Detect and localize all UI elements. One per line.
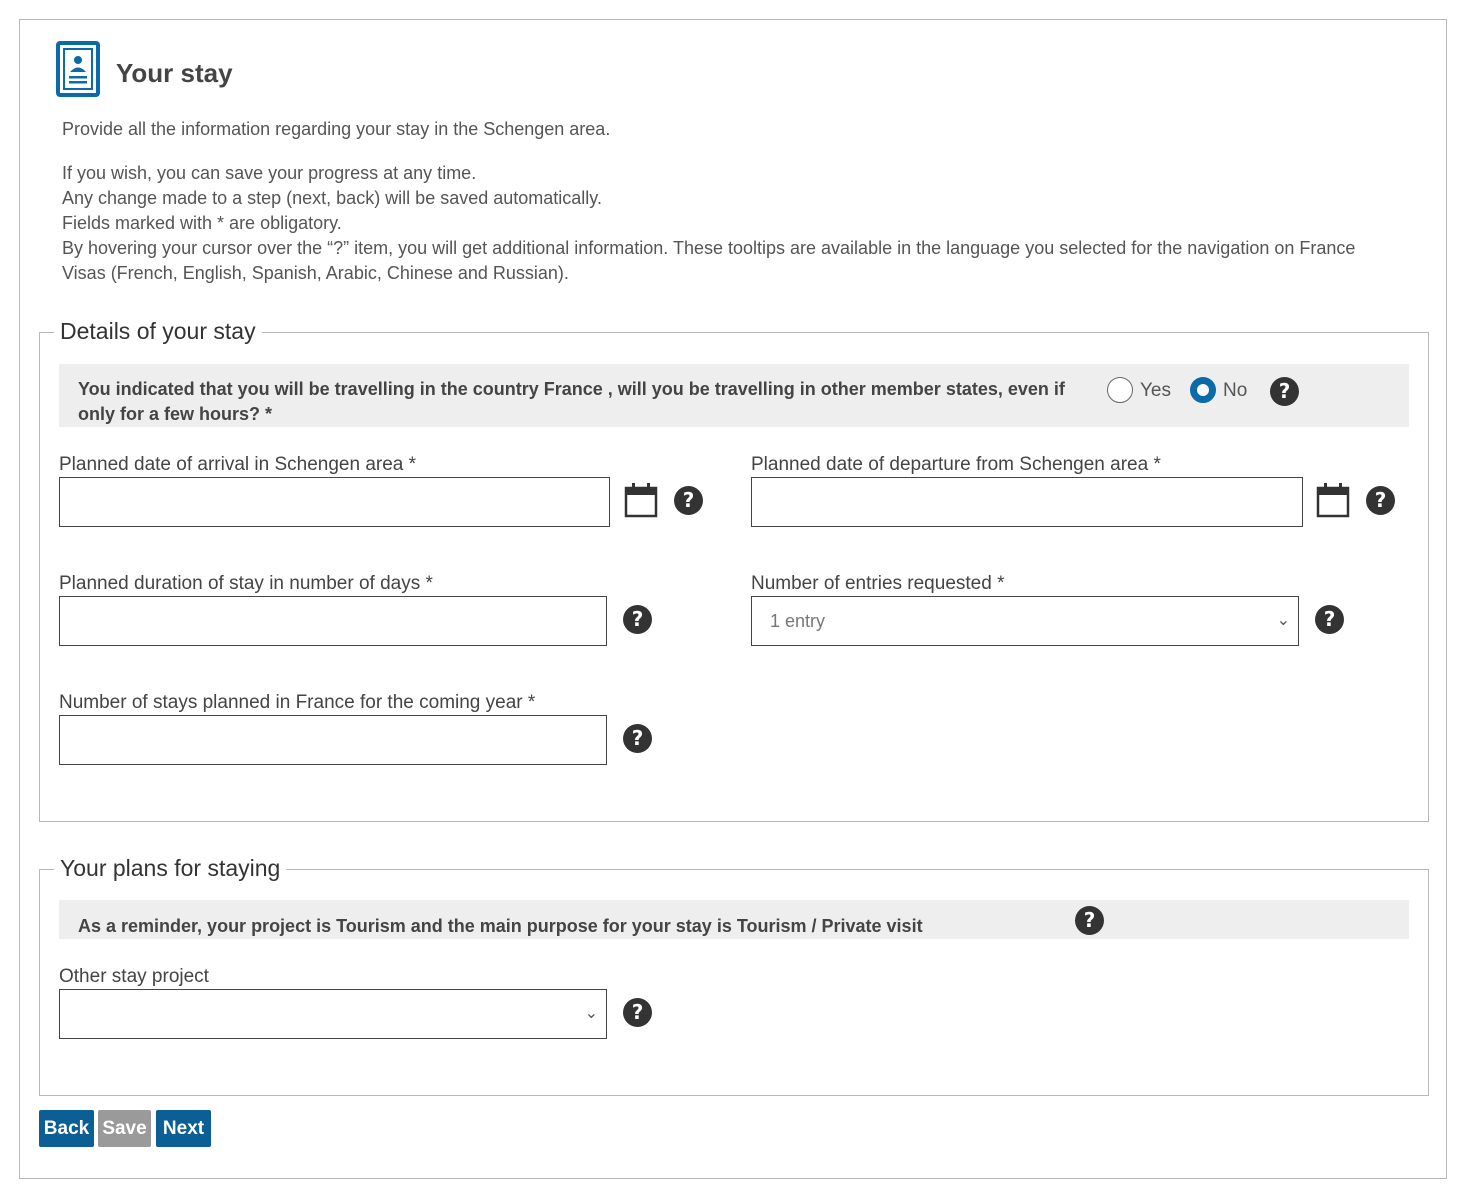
duration-label: Planned duration of stay in number of days * — [59, 573, 433, 594]
radio-no[interactable] — [1190, 377, 1216, 403]
calendar-icon[interactable] — [624, 482, 658, 518]
intro-text: By hovering your cursor over the “?” item, you will get additional information. These tooltips are available in the language you selected for the navigation on France Visas (French, English, Spanish, Arabic, Chinese and Russian). — [62, 238, 1356, 283]
arrival-date-input[interactable] — [59, 477, 610, 527]
duration-input[interactable] — [59, 596, 607, 646]
departure-date-input[interactable] — [751, 477, 1303, 527]
details-legend: Details of your stay — [54, 318, 262, 345]
other-project-label: Other stay project — [59, 966, 209, 987]
member-states-question: You indicated that you will be travelling in the country France , will you be travelling in other member states, even if only for a few hours? * — [78, 379, 1065, 424]
reminder-text: As a reminder, your project is Tourism and the main purpose for your stay is Tourism / Private visit — [78, 916, 923, 936]
chevron-down-icon: ⌄ — [1276, 612, 1290, 629]
page-title: Your stay — [116, 58, 233, 88]
intro-text: If you wish, you can save your progress at any time. — [62, 163, 477, 183]
help-icon[interactable]: ? — [623, 724, 652, 753]
help-icon[interactable]: ? — [623, 605, 652, 634]
radio-no-label[interactable]: No — [1223, 380, 1248, 401]
next-button[interactable]: Next — [156, 1110, 211, 1147]
entries-label: Number of entries requested * — [751, 573, 1005, 594]
intro-text: Provide all the information regarding your stay in the Schengen area. — [62, 119, 611, 139]
entries-select-value: 1 entry — [770, 611, 826, 631]
departure-date-label: Planned date of departure from Schengen area * — [751, 454, 1161, 475]
stays-input[interactable] — [59, 715, 607, 765]
stays-label: Number of stays planned in France for the coming year * — [59, 692, 536, 713]
help-icon[interactable]: ? — [623, 998, 652, 1027]
chevron-down-icon: ⌄ — [584, 1005, 598, 1022]
help-icon[interactable]: ? — [674, 486, 703, 515]
plans-legend: Your plans for staying — [54, 855, 286, 882]
help-icon[interactable]: ? — [1315, 605, 1344, 634]
intro-text: Fields marked with * are obligatory. — [62, 213, 342, 233]
id-card-icon — [56, 41, 100, 97]
help-icon[interactable]: ? — [1075, 906, 1104, 935]
help-icon[interactable]: ? — [1270, 377, 1299, 406]
radio-yes[interactable] — [1107, 377, 1133, 403]
intro-text: Any change made to a step (next, back) will be saved automatically. — [62, 188, 602, 208]
calendar-icon[interactable] — [1316, 482, 1350, 518]
radio-yes-label[interactable]: Yes — [1140, 380, 1171, 401]
help-icon[interactable]: ? — [1366, 486, 1395, 515]
entries-select[interactable] — [751, 596, 1299, 646]
back-button[interactable]: Back — [39, 1110, 94, 1147]
save-button[interactable]: Save — [98, 1110, 151, 1147]
other-project-select[interactable] — [59, 989, 607, 1039]
arrival-date-label: Planned date of arrival in Schengen area * — [59, 454, 417, 475]
